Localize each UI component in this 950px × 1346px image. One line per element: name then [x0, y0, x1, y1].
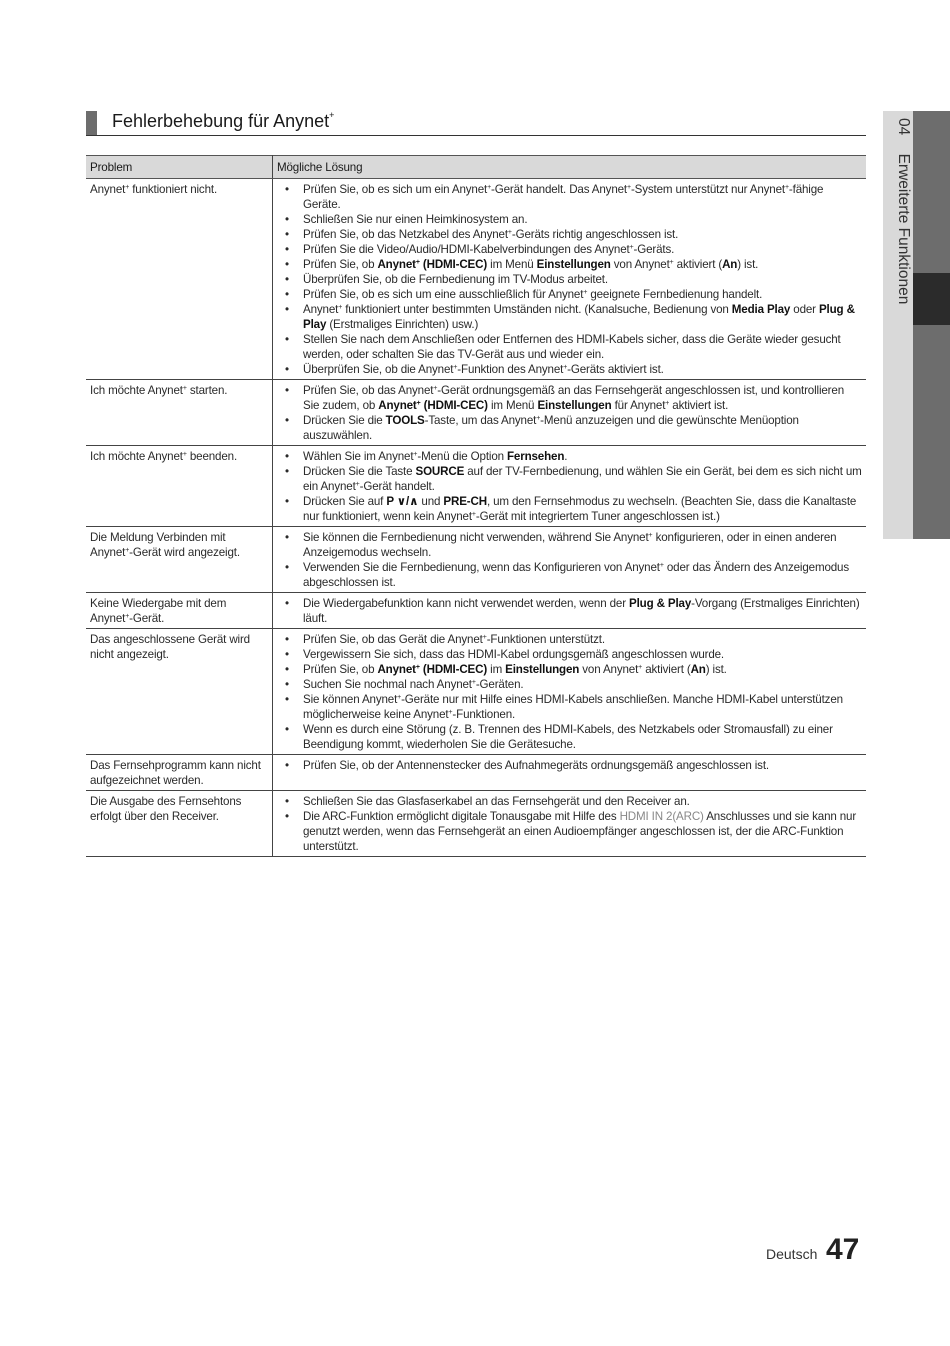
solution-item: • Suchen Sie nochmal nach Anynet+-Geräten.	[277, 677, 862, 692]
problem-cell: Ich möchte Anynet+ starten.	[86, 380, 273, 446]
solution-item: • Wählen Sie im Anynet+-Menü die Option Fernsehen.	[277, 449, 862, 464]
solution-list	[277, 530, 862, 590]
table-row	[86, 446, 866, 527]
solution-list	[277, 794, 862, 854]
solution-cell	[273, 629, 867, 755]
problem-cell: Ich möchte Anynet+ beenden.	[86, 446, 273, 527]
page-title	[112, 110, 334, 132]
solution-list	[277, 596, 862, 626]
table-body	[86, 179, 866, 857]
problem-cell: Die Meldung Verbinden mit Anynet+-Gerät wird angezeigt.	[86, 527, 273, 593]
solution-item: • Prüfen Sie die Video/Audio/HDMI-Kabelverbindungen des Anynet+-Geräts.	[277, 242, 862, 257]
title-divider	[86, 135, 866, 136]
solution-cell	[273, 527, 867, 593]
solution-item: • Prüfen Sie, ob es sich um ein Anynet+-Gerät handelt. Das Anynet+-System unterstützt nur Anynet+-fähige Geräte.	[277, 182, 862, 212]
solution-item: • Prüfen Sie, ob das Gerät die Anynet+-Funktionen unterstützt.	[277, 632, 862, 647]
chapter-label	[888, 118, 912, 304]
solution-item: • Prüfen Sie, ob das Netzkabel des Anynet+-Geräts richtig angeschlossen ist.	[277, 227, 862, 242]
solution-cell	[273, 593, 867, 629]
solution-item: • Prüfen Sie, ob das Anynet+-Gerät ordnungsgemäß an das Fernsehgerät angeschlossen ist, und kontrollieren Sie zudem, ob Anynet+ (HDMI-CEC) im Menü Einstellungen für Anynet+ aktiviert ist.	[277, 383, 862, 413]
solution-item: • Schließen Sie das Glasfaserkabel an das Fernsehgerät und den Receiver an.	[277, 794, 862, 809]
problem-cell: Die Ausgabe des Fernsehtons erfolgt über den Receiver.	[86, 791, 273, 857]
table-row	[86, 629, 866, 755]
solution-item: • Sie können Anynet+-Geräte nur mit Hilfe eines HDMI-Kabels anschließen. Manche HDMI-Kabel unterstützen möglicherweise keine Anynet+-Funktionen.	[277, 692, 862, 722]
solution-item: • Sie können die Fernbedienung nicht verwenden, während Sie Anynet+ konfigurieren, oder in einen anderen Anzeigemodus wechseln.	[277, 530, 862, 560]
solution-item: • Anynet+ funktioniert unter bestimmten Umständen nicht. (Kanalsuche, Bedienung von Media Play oder Plug & Play (Erstmaliges Einrichten) usw.)	[277, 302, 862, 332]
solution-item: • Drücken Sie auf P ∨/∧ und PRE-CH, um den Fernsehmodus zu wechseln. (Beachten Sie, dass die Kanaltaste nur funktioniert, wenn kein Anynet+-Gerät mit integriertem Tuner angeschlossen ist.)	[277, 494, 862, 524]
problem-cell: Anynet+ funktioniert nicht.	[86, 179, 273, 380]
solution-item: • Stellen Sie nach dem Anschließen oder Entfernen des HDMI-Kabels sicher, dass die Geräte wieder gesucht werden, oder schalten Sie das TV-Gerät aus und wieder ein.	[277, 332, 862, 362]
solution-cell	[273, 755, 867, 791]
table-row	[86, 593, 866, 629]
solution-item: • Prüfen Sie, ob Anynet+ (HDMI-CEC) im Menü Einstellungen von Anynet+ aktiviert (An) ist.	[277, 257, 862, 272]
solution-item: • Die Wiedergabefunktion kann nicht verwendet werden, wenn der Plug & Play-Vorgang (Erstmaliges Einrichten) läuft.	[277, 596, 862, 626]
solution-list	[277, 758, 862, 773]
troubleshooting-table	[86, 155, 866, 857]
problem-cell: Das angeschlossene Gerät wird nicht angezeigt.	[86, 629, 273, 755]
footer-language: Deutsch	[766, 1246, 818, 1262]
solution-item: • Wenn es durch eine Störung (z. B. Trennen des HDMI-Kabels, des Netzkabels oder Stromausfall) zu einer Beendigung kommt, wiederholen Sie die Gerätesuche.	[277, 722, 862, 752]
table-row	[86, 527, 866, 593]
solution-item: • Vergewissern Sie sich, dass das HDMI-Kabel ordungsgemäß angeschlossen wurde.	[277, 647, 862, 662]
solution-cell	[273, 179, 867, 380]
problem-cell: Keine Wiedergabe mit dem Anynet+-Gerät.	[86, 593, 273, 629]
header-solution: Mögliche Lösung	[273, 156, 867, 179]
solution-list	[277, 632, 862, 752]
solution-item: • Verwenden Sie die Fernbedienung, wenn das Konfigurieren von Anynet+ oder das Ändern des Anzeigemodus abgeschlossen ist.	[277, 560, 862, 590]
page-title-text: Fehlerbehebung für Anynet	[112, 111, 330, 131]
solution-item: • Die ARC-Funktion ermöglicht digitale Tonausgabe mit Hilfe des HDMI IN 2(ARC) Anschlusses und sie kann nur genutzt werden, wenn das Fernsehgerät an einen Audioempfänger angeschlossen ist, der die ARC-Funktion unterstützt.	[277, 809, 862, 854]
table-row	[86, 755, 866, 791]
problem-cell: Das Fernsehprogramm kann nicht aufgezeichnet werden.	[86, 755, 273, 791]
solution-list	[277, 383, 862, 443]
chapter-active-marker	[913, 273, 950, 325]
table-row	[86, 791, 866, 857]
solution-cell	[273, 380, 867, 446]
solution-list	[277, 449, 862, 524]
solution-list	[277, 182, 862, 377]
solution-item: • Schließen Sie nur einen Heimkinosystem an.	[277, 212, 862, 227]
header-problem: Problem	[86, 156, 273, 179]
chapter-side-strip	[913, 111, 950, 539]
page-title-sup: +	[329, 110, 335, 120]
solution-cell	[273, 446, 867, 527]
table-row	[86, 380, 866, 446]
solution-item: • Prüfen Sie, ob es sich um eine ausschließlich für Anynet+ geeignete Fernbedienung handelt.	[277, 287, 862, 302]
section-title-marker	[86, 111, 97, 136]
chapter-title: Erweiterte Funktionen	[895, 153, 912, 305]
solution-item: • Drücken Sie die TOOLS-Taste, um das Anynet+-Menü anzuzeigen und die gewünschte Menüoption auszuwählen.	[277, 413, 862, 443]
solution-item: • Prüfen Sie, ob Anynet+ (HDMI-CEC) im Einstellungen von Anynet+ aktiviert (An) ist.	[277, 662, 862, 677]
page-number: 47	[826, 1233, 860, 1266]
solution-item: • Überprüfen Sie, ob die Anynet+-Funktion des Anynet+-Geräts aktiviert ist.	[277, 362, 862, 377]
solution-item: • Drücken Sie die Taste SOURCE auf der TV-Fernbedienung, und wählen Sie ein Gerät, bei dem es sich nicht um ein Anynet+-Gerät handelt.	[277, 464, 862, 494]
solution-item: • Prüfen Sie, ob der Antennenstecker des Aufnahmegeräts ordnungsgemäß angeschlossen ist.	[277, 758, 862, 773]
chapter-number: 04	[895, 118, 912, 136]
solution-item: • Überprüfen Sie, ob die Fernbedienung im TV-Modus arbeitet.	[277, 272, 862, 287]
table-row	[86, 179, 866, 380]
solution-cell	[273, 791, 867, 857]
table-header-row	[86, 156, 866, 179]
